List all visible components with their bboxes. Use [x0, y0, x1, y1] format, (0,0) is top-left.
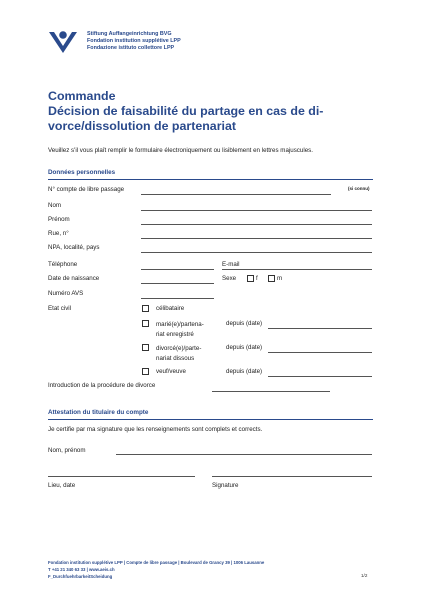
divorce-since-field[interactable]: [268, 352, 372, 353]
section-personal-data-title: Données personnelles: [48, 169, 116, 176]
page-number: 1/2: [361, 573, 368, 578]
divorce-label-line-2: nariat dissous: [156, 355, 195, 362]
attestation-statement: Je certifie par ma signature que les renseignements sont complets et corrects.: [48, 426, 263, 433]
telephone-label: Téléphone: [48, 261, 78, 268]
sexe-f-label: f: [256, 275, 258, 282]
intro-text: Veuillez s'il vous plaît remplir le formulaire électroniquement ou lisiblement en lettres majuscules.: [48, 147, 313, 154]
veuf-since-label: depuis (date): [226, 368, 263, 375]
signature-field[interactable]: [212, 476, 372, 477]
divorce-procedure-label: Introduction de la procédure de divorce: [48, 382, 156, 389]
marie-label-line-2: riat enregistré: [156, 331, 194, 338]
account-number-label: N° compte de libre passage: [48, 186, 125, 193]
npa-field[interactable]: [141, 252, 372, 253]
sexe-m-checkbox[interactable]: [268, 275, 275, 282]
marie-since-label: depuis (date): [226, 320, 263, 327]
footer-line-3: F_DurchfuehrbarkeitScheidung: [48, 574, 113, 579]
title-line-1: Commande: [48, 89, 116, 103]
section-divider: [48, 419, 373, 420]
rue-field[interactable]: [141, 238, 372, 239]
account-number-field[interactable]: [141, 194, 331, 195]
avs-field[interactable]: [141, 298, 214, 299]
footer: [48, 559, 264, 580]
lieu-date-label: Lieu, date: [48, 482, 76, 489]
veuf-label: veuf/veuve: [156, 368, 186, 375]
telephone-field[interactable]: [141, 269, 214, 270]
sexe-label: Sexe: [222, 275, 237, 282]
footer-line-2: T +41 21 340 63 33 | www.aeis.ch: [48, 567, 115, 572]
divorce-label-line-1: divorcé(e)/parte-: [156, 345, 202, 352]
brand-block: [87, 31, 181, 52]
email-field[interactable]: [222, 269, 372, 270]
marie-label: [156, 320, 204, 340]
marie-since-field[interactable]: [268, 328, 372, 329]
divorce-label: [156, 344, 201, 364]
prenom-field[interactable]: [141, 224, 372, 225]
marie-checkbox[interactable]: [142, 320, 149, 327]
brand-line-1: Stiftung Auffangeinrichtung BVG: [87, 31, 172, 37]
section-divider: [48, 179, 373, 180]
title-line-2: Décision de faisabilité du partage en cas de di-: [48, 104, 324, 118]
sexe-f-checkbox[interactable]: [247, 275, 254, 282]
birthdate-field[interactable]: [141, 283, 214, 284]
page-title: [48, 89, 323, 134]
foundation-logo-icon: [48, 29, 78, 55]
birthdate-label: Date de naissance: [48, 275, 100, 282]
email-label: E-mail: [222, 261, 240, 268]
footer-line-1: Fondation institution supplétive LPP | Compte de libre passage | Boulevard de Grancy 39 | 1006 Lausanne: [48, 560, 265, 565]
veuf-since-field[interactable]: [268, 376, 372, 377]
rue-label: Rue, n°: [48, 230, 69, 237]
account-number-hint: (si connu): [348, 186, 370, 191]
celibataire-checkbox[interactable]: [142, 305, 149, 312]
civil-status-label: Etat civil: [48, 305, 72, 312]
nom-prenom-field[interactable]: [116, 454, 372, 455]
divorce-since-label: depuis (date): [226, 344, 263, 351]
lieu-date-field[interactable]: [48, 476, 195, 477]
npa-label: NPA, localité, pays: [48, 244, 100, 251]
divorce-checkbox[interactable]: [142, 344, 149, 351]
marie-label-line-1: marié(e)/partena-: [156, 321, 204, 328]
celibataire-label: célibataire: [156, 305, 185, 312]
sexe-m-label: m: [277, 275, 283, 282]
prenom-label: Prénom: [48, 216, 70, 223]
nom-field[interactable]: [141, 210, 372, 211]
brand-line-3: Fondazione istituto collettore LPP: [87, 45, 175, 51]
nom-label: Nom: [48, 202, 62, 209]
divorce-procedure-field[interactable]: [212, 391, 330, 392]
avs-label: Numéro AVS: [48, 290, 84, 297]
title-line-3: vorce/dissolution de partenariat: [48, 119, 236, 133]
veuf-checkbox[interactable]: [142, 368, 149, 375]
signature-label: Signature: [212, 482, 239, 489]
brand-line-2: Fondation institution supplétive LPP: [87, 38, 181, 44]
nom-prenom-label: Nom, prénom: [48, 447, 86, 454]
section-attestation-title: Attestation du titulaire du compte: [48, 409, 149, 416]
